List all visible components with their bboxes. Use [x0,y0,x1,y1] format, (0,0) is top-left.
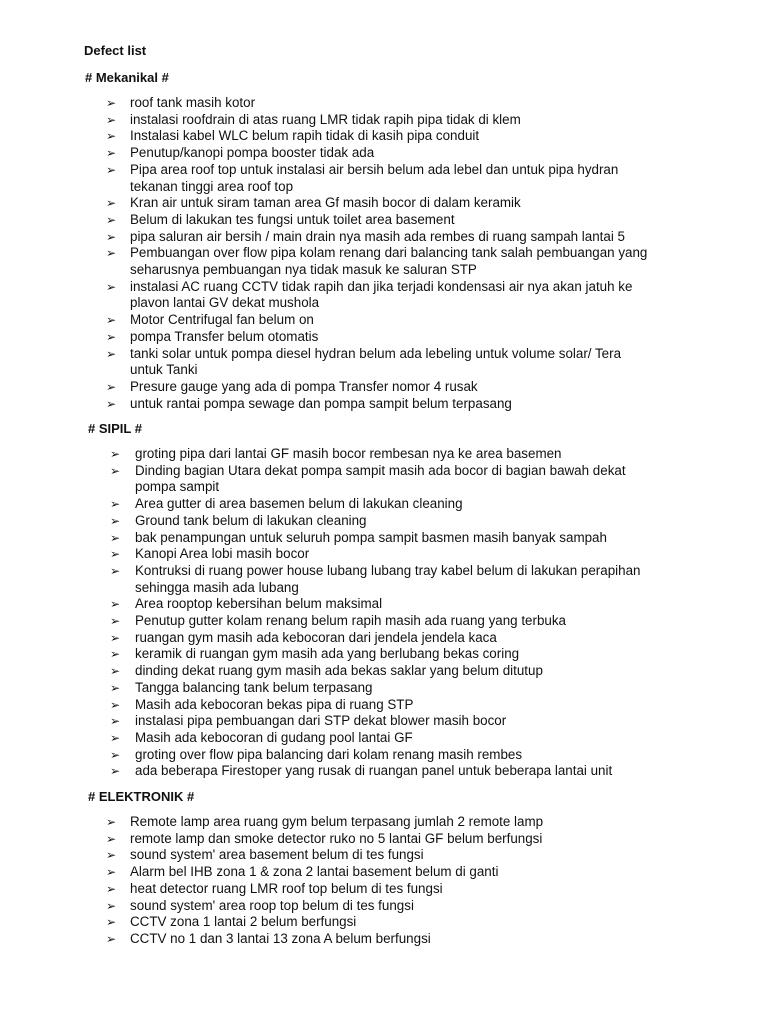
list-item [106,847,710,864]
list-item-text: Area rooptop kebersihan belum maksimal [135,596,383,612]
list-item [110,562,715,596]
arrow-bullet-icon: ➢ [110,764,121,779]
list-item [110,679,715,697]
list-item [106,830,710,848]
list-item [106,128,710,145]
list-item-text: dinding dekat ruang gym masih ada bekas saklar yang belum ditutup [135,663,543,679]
arrow-bullet-icon: ➢ [110,563,121,578]
list-item [106,930,710,948]
arrow-bullet-icon: ➢ [106,129,117,144]
list-item [110,713,715,730]
arrow-bullet-icon: ➢ [110,730,121,745]
list-item [106,880,710,898]
list-item-text: sound system' area roop top belum di tes fungsi [130,897,414,913]
list-item-text: Pipa area roof top untuk instalasi air bersih belum ada lebel dan untuk pipa hydran tekanan tinggi area roof top [130,161,619,194]
list-item [106,914,710,931]
section-heading-sipil: # SIPIL # [88,421,142,436]
list-item [106,378,710,396]
list-item [106,245,710,278]
list-item [106,111,710,129]
arrow-bullet-icon: ➢ [106,396,117,411]
list-item-text: Masih ada kebocoran bekas pipa di ruang STP [135,696,414,712]
list-item [106,395,710,413]
list-item-text: remote lamp dan smoke detector ruko no 5 lantai GF belum berfungsi [130,830,543,846]
list-item [106,161,710,195]
list-item-text: heat detector ruang LMR roof top belum di tes fungsi [130,880,443,896]
list-item-text: ruangan gym masih ada kebocoran dari jendela jendela kaca [135,629,497,645]
list-item-text: Ground tank belum di lakukan cleaning [135,512,367,528]
list-item [110,529,715,547]
list-item [106,814,710,831]
list-item [110,663,715,680]
list-item-text: Belum di lakukan tes fungsi untuk toilet area basement [130,211,455,227]
list-item-text: pipa saluran air bersih / main drain nya masih ada rembes di ruang sampah lantai 5 [130,228,625,244]
list-item-text: groting pipa dari lantai GF masih bocor rembesan nya ke area basemen [135,446,562,461]
arrow-bullet-icon: ➢ [110,547,121,562]
list-item-text: Presure gauge yang ada di pompa Transfer nomor 4 rusak [130,378,478,394]
list-item-text: CCTV no 1 dan 3 lantai 13 zona A belum berfungsi [130,930,431,946]
arrow-bullet-icon: ➢ [110,664,121,679]
arrow-bullet-icon: ➢ [106,313,117,328]
list-item-text: Instalasi kabel WLC belum rapih tidak di kasih pipa conduit [130,128,480,144]
arrow-bullet-icon: ➢ [106,881,117,896]
list-item-text: Penutup gutter kolam renang belum rapih masih ada ruang yang terbuka [135,613,567,629]
arrow-bullet-icon: ➢ [106,229,117,244]
list-item [110,496,715,513]
arrow-bullet-icon: ➢ [106,898,117,913]
arrow-bullet-icon: ➢ [106,346,117,361]
list-item-text: Pembuangan over flow pipa kolam renang dari balancing tank salah pembuangan yang seharusnya pembuangan nya tidak masuk ke saluran STP [130,245,648,278]
list-item [106,328,710,346]
list-item [106,145,710,162]
list-item-text: Alarm bel IHB zona 1 & zona 2 lantai basement belum di ganti [130,864,499,880]
arrow-bullet-icon: ➢ [106,96,117,110]
arrow-bullet-icon: ➢ [106,815,117,829]
list-item [110,613,715,630]
arrow-bullet-icon: ➢ [110,513,121,528]
list-item [110,696,715,714]
arrow-bullet-icon: ➢ [110,614,121,629]
arrow-bullet-icon: ➢ [106,831,117,846]
arrow-bullet-icon: ➢ [110,447,121,461]
list-item-text: Motor Centrifugal fan belum on [130,312,314,328]
section-heading-elektronik: # ELEKTRONIK # [88,789,195,804]
arrow-bullet-icon: ➢ [106,865,117,880]
list-item-text: Penutup/kanopi pompa booster tidak ada [130,145,375,161]
list-item [106,95,710,112]
list-item [110,596,715,613]
list-item-text: Kran air untuk siram taman area Gf masih bocor di dalam keramik [130,195,521,211]
list-item [106,278,710,312]
arrow-bullet-icon: ➢ [110,530,121,545]
list-item-text: ada beberapa Firestoper yang rusak di ruangan panel untuk beberapa lantai unit [135,763,613,779]
document-title: Defect list [84,43,147,58]
list-item-text: pompa Transfer belum otomatis [130,328,319,344]
arrow-bullet-icon: ➢ [110,497,121,512]
arrow-bullet-icon: ➢ [110,747,121,762]
list-item [106,195,710,212]
list-item [106,345,710,379]
arrow-bullet-icon: ➢ [110,680,121,695]
arrow-bullet-icon: ➢ [106,915,117,930]
list-item [110,546,715,563]
list-item-text: bak penampungan untuk seluruh pompa sampit basmen masih banyak sampah [135,529,607,545]
list-item-text: Kanopi Area lobi masih bocor [135,546,310,562]
arrow-bullet-icon: ➢ [106,329,117,344]
arrow-bullet-icon: ➢ [106,931,117,946]
list-item-text: Area gutter di area basemen belum di lakukan cleaning [135,496,463,512]
list-item [106,864,710,881]
arrow-bullet-icon: ➢ [110,630,121,645]
arrow-bullet-icon: ➢ [106,146,117,161]
list-item-text: untuk rantai pompa sewage dan pompa sampit belum terpasang [130,395,512,411]
arrow-bullet-icon: ➢ [110,463,121,478]
list-item-text: tanki solar untuk pompa diesel hydran belum ada lebeling untuk volume solar/ Tera untuk Tanki [130,345,622,378]
list-item [110,512,715,530]
list-item [106,312,710,329]
list-item-text: instalasi roofdrain di atas ruang LMR tidak rapih pipa tidak di klem [130,111,521,127]
list-item-text: roof tank masih kotor [130,95,256,110]
list-item [110,446,715,463]
list-item-text: Dinding bagian Utara dekat pompa sampit masih ada bocor di bagian bawah dekat pompa sampit [135,462,626,495]
list-item-text: groting over flow pipa balancing dari kolam renang masih rembes [135,746,523,762]
arrow-bullet-icon: ➢ [106,196,117,211]
list-item-text: Remote lamp area ruang gym belum terpasang jumlah 2 remote lamp [130,814,544,829]
arrow-bullet-icon: ➢ [110,714,121,729]
section-heading-mekanikal: # Mekanikal # [85,70,169,85]
arrow-bullet-icon: ➢ [106,246,117,261]
defect-list-mekanikal [106,95,710,412]
list-item [110,629,715,647]
arrow-bullet-icon: ➢ [110,597,121,612]
list-item [110,729,715,747]
list-item-text: Kontruksi di ruang power house lubang lubang tray kabel belum di lakukan perapihan sehingga masih ada lubang [135,562,641,595]
list-item-text: instalasi AC ruang CCTV tidak rapih dan jika terjadi kondensasi air nya akan jatuh ke plavon lantai GV dekat mushola [130,278,633,311]
defect-list-sipil [110,446,715,780]
list-item [110,462,715,496]
list-item [106,228,710,246]
arrow-bullet-icon: ➢ [110,697,121,712]
list-item [110,746,715,764]
arrow-bullet-icon: ➢ [106,212,117,227]
defect-list-elektronik [106,814,710,948]
list-item [106,211,710,229]
arrow-bullet-icon: ➢ [106,379,117,394]
list-item [106,897,710,915]
list-item-text: CCTV zona 1 lantai 2 belum berfungsi [130,914,357,930]
arrow-bullet-icon: ➢ [110,647,121,662]
arrow-bullet-icon: ➢ [106,112,117,127]
list-item [110,646,715,663]
list-item [110,763,715,780]
arrow-bullet-icon: ➢ [106,848,117,863]
list-item-text: Masih ada kebocoran di gudang pool lantai GF [135,729,413,745]
arrow-bullet-icon: ➢ [106,279,117,294]
list-item-text: Tangga balancing tank belum terpasang [135,679,373,695]
list-item-text: instalasi pipa pembuangan dari STP dekat blower masih bocor [135,713,507,729]
list-item-text: keramik di ruangan gym masih ada yang berlubang bekas coring [135,646,520,662]
arrow-bullet-icon: ➢ [106,162,117,177]
list-item-text: sound system' area basement belum di tes fungsi [130,847,424,863]
